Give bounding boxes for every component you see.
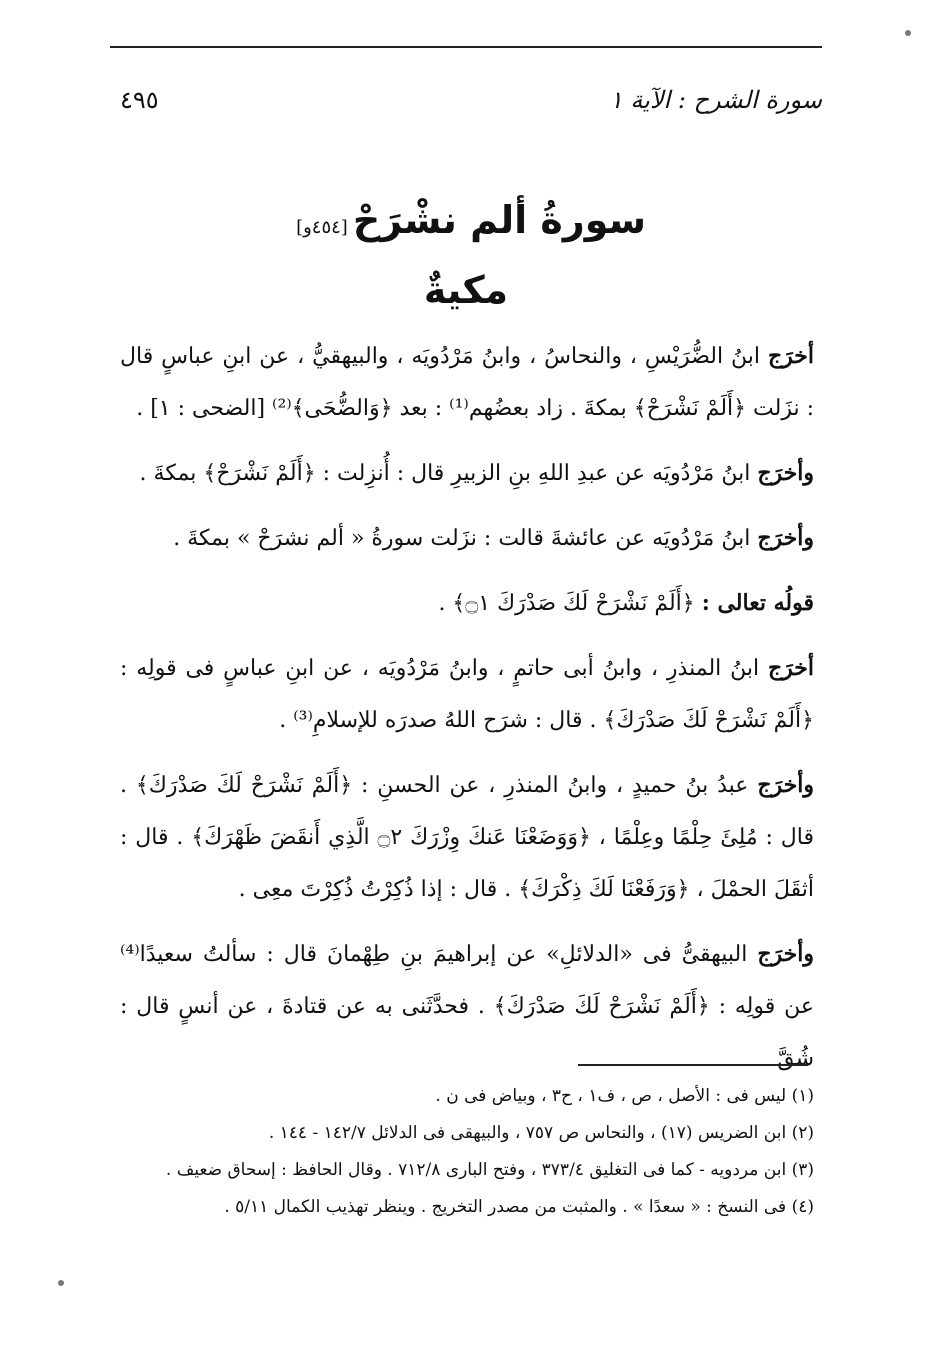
page-number: ٤٩٥ (120, 86, 159, 114)
scan-speck (905, 30, 911, 36)
surah-type: مكيةٌ (423, 268, 509, 312)
paragraph (120, 512, 814, 565)
paragraph-text: عبدُ بنُ حميدٍ ، وابنُ المنذرِ ، عن الحسنِ : ﴿أَلَمْ نَشْرَحْ لَكَ صَدْرَكَ﴾ . قال : مُلِئَ حِلْمًا وعِلْمًا ، ﴿وَوَضَعْنَا عَنكَ وِزْرَكَ ۝٢ الَّذِي أَنقَضَ ظَهْرَكَ﴾ . قال : أثقَلَ الحمْلَ ، ﴿وَرَفَعْنَا لَكَ ذِكْرَكَ﴾ . قال : إذا ذُكِرْتُ ذُكِرْتَ معِى . (120, 773, 815, 902)
scan-speck (58, 1280, 64, 1286)
paragraph (120, 642, 814, 747)
footnote: (٤) فى النسخ : « سعدًا » . والمثبت من مصدر التخريج . وينظر تهذيب الكمال ٥/١١ . (224, 1197, 814, 1217)
footnote: (٣) ابن مردويه - كما فى التغليق ٣٧٣/٤ ، وفتح البارى ٧١٢/٨ . وقال الحافظ : إسحاق ضعيف . (165, 1160, 814, 1180)
paragraph-text: ابنُ مَرْدُويَه عن عائشةَ قالت : نزَلت سورةُ « ألم نشرَحْ » بمكةَ . (173, 526, 758, 551)
header-rule (110, 46, 822, 48)
paragraph-lead: وأخرَج (757, 460, 814, 486)
main-text (120, 330, 814, 1097)
footnote-rule (578, 1064, 808, 1066)
surah-title (110, 198, 822, 242)
running-header (110, 86, 822, 126)
paragraph (120, 577, 814, 630)
paragraph-lead: وأخرَج (757, 772, 814, 798)
running-header-title: سورة الشرح : الآية ١ (609, 86, 822, 114)
footnote: (١) ليس فى : الأصل ، ص ، ف١ ، ح٣ ، وبياض فى ن . (435, 1086, 814, 1106)
footnote: (٢) ابن الضريس (١٧) ، والنحاس ص ٧٥٧ ، والبيهقى فى الدلائل ١٤٢/٧ - ١٤٤ . (268, 1123, 814, 1143)
surah-name: سورةُ ألم نشْرَحْ (352, 198, 646, 242)
paragraph-lead: أخرَج (767, 343, 814, 369)
footnotes (120, 1078, 814, 1226)
paragraph-text: ﴿أَلَمْ نَشْرَحْ لَكَ صَدْرَكَ ۝١﴾ . (438, 591, 702, 616)
paragraph-lead: وأخرَج (757, 525, 814, 551)
manuscript-folio-number: [٤٥٤و] (296, 217, 348, 238)
paragraph-text: البيهقىُّ فى «الدلائلِ» عن إبراهيمَ بنِ طِهْمانَ قال : سألتُ سعيدًا⁽⁴⁾ عن قولِه : ﴿أَلَمْ نَشْرَحْ لَكَ صَدْرَكَ﴾ . فحدَّثَنى به عن قتادةَ ، عن أنسٍ قال : شُقَّ (120, 942, 814, 1071)
paragraph-lead: أخرَج (767, 655, 814, 681)
paragraph-lead: وأخرَج (757, 941, 814, 967)
paragraph (120, 928, 814, 1085)
paragraph-lead: قولُه تعالى : (701, 590, 814, 616)
paragraph (120, 330, 814, 435)
paragraph (120, 447, 814, 500)
paragraph-text: ابنُ المنذرِ ، وابنُ أبى حاتمٍ ، وابنُ مَرْدُويَه ، عن ابنِ عباسٍ فى قولِه : ﴿أَلَمْ نَشْرَحْ لَكَ صَدْرَكَ﴾ . قال : شرَح اللهُ صدرَه للإسلامِ⁽³⁾ . (120, 656, 814, 733)
paragraph-text: ابنُ الضُّرَيْسِ ، والنحاسُ ، وابنُ مَرْدُويَه ، والبيهقيُّ ، عن ابنِ عباسٍ قال : نزَلت ﴿أَلَمْ نَشْرَحْ﴾ بمكةَ . زاد بعضُهم⁽¹⁾ : بعد ﴿وَالضُّحَى﴾⁽²⁾ [الضحى : ١] . (120, 344, 814, 421)
paragraph-text: ابنُ مَرْدُويَه عن عبدِ اللهِ بنِ الزبيرِ قال : أُنزِلت : ﴿أَلَمْ نَشْرَحْ﴾ بمكةَ . (139, 461, 758, 486)
paragraph (120, 759, 814, 916)
